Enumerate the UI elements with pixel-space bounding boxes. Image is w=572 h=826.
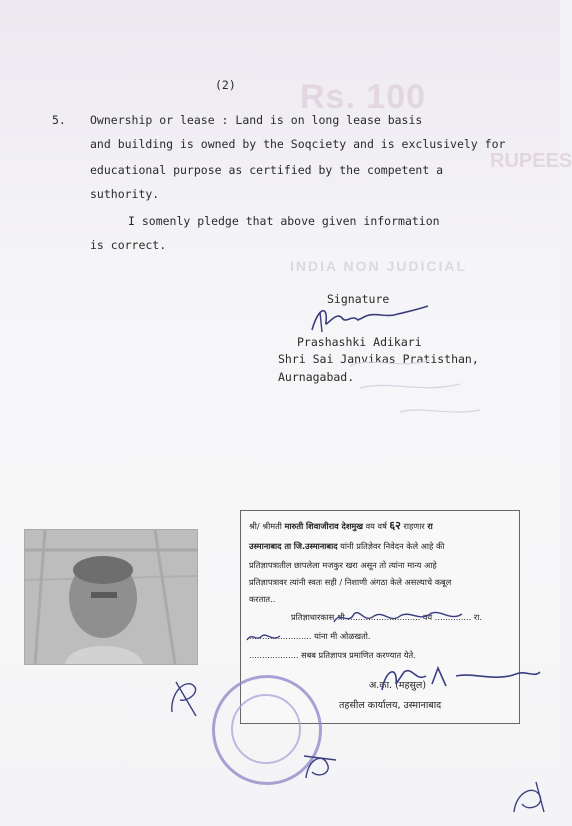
stamp-line-2: उस्मानाबाद ता जि.उस्मानाबाद यांनी प्रतिज्ञेवर निवेदन केले आहे की: [249, 541, 445, 551]
deponent-age: ६२: [389, 519, 401, 532]
signature-label: Signature: [327, 292, 390, 306]
signatory-name: Prashashki Adikari: [297, 335, 422, 349]
page-number: (2): [215, 78, 236, 92]
stamp-paper-watermark-india: INDIA NON JUDICIAL: [290, 258, 468, 274]
signatory-organization: Shri Sai Janvikas Pratisthan,: [278, 352, 479, 366]
item-text-line: and building is owned by the Soqciety and is exclusively for: [90, 137, 506, 151]
handwritten-signature: [306, 300, 436, 338]
item-text-line: educational purpose as certified by the competent a: [90, 163, 444, 177]
handwritten-identifier-place: [244, 628, 284, 646]
stamp-line-5: करतात..: [249, 594, 276, 604]
signatory-city: Aurnagabad.: [278, 370, 355, 384]
office-title: अ.का. (महसुल): [369, 680, 427, 691]
item-number: 5.: [52, 113, 66, 127]
stamp-paper-watermark-rupees: RUPEES: [490, 150, 572, 172]
stamp-line-1: श्री/ श्रीमती मारुती शिवाजीराव देशमुख वय वर्ष ६२ राहणार रा: [249, 519, 433, 532]
stamp-line-7: ........................ यांना मी ओळखतो.: [249, 631, 371, 641]
photo-attestation-signature: [166, 672, 206, 722]
stamp-line-3: प्रतिज्ञापत्रातील छापलेला मजकुर खरा असून तो त्यांना मान्य आहे: [249, 560, 437, 570]
officer-signature: [376, 662, 546, 696]
stamp-line-6: प्रतिज्ञाधारकास श्री ............................ वय .............. रा.: [291, 612, 482, 622]
handwritten-identifier-name: [330, 604, 480, 632]
item-text-line: Ownership or lease : Land is on long lease basis: [90, 113, 423, 127]
stamp-line-8: ................... सबब प्रतिज्ञापत्र प्रमाणित करण्यात येते.: [249, 650, 416, 660]
corner-initials: [508, 778, 552, 818]
stamp-line-4: प्रतिज्ञापत्रावर त्यांनी स्वतः सही / निशाणी अंगठा केले असल्याचे कबूल: [249, 577, 452, 587]
office-name: तहसील कार्यालय, उस्मानाबाद: [339, 700, 442, 711]
pledge-text-line: I somenly pledge that above given information: [128, 214, 440, 228]
stamp-paper-watermark: Rs. 100: [300, 78, 427, 116]
bottom-initials: [300, 748, 340, 784]
faint-handwriting: [340, 350, 540, 430]
pledge-text-line: is correct.: [90, 238, 167, 252]
deponent-photo: [24, 529, 198, 665]
item-text-line: suthority.: [90, 187, 160, 201]
